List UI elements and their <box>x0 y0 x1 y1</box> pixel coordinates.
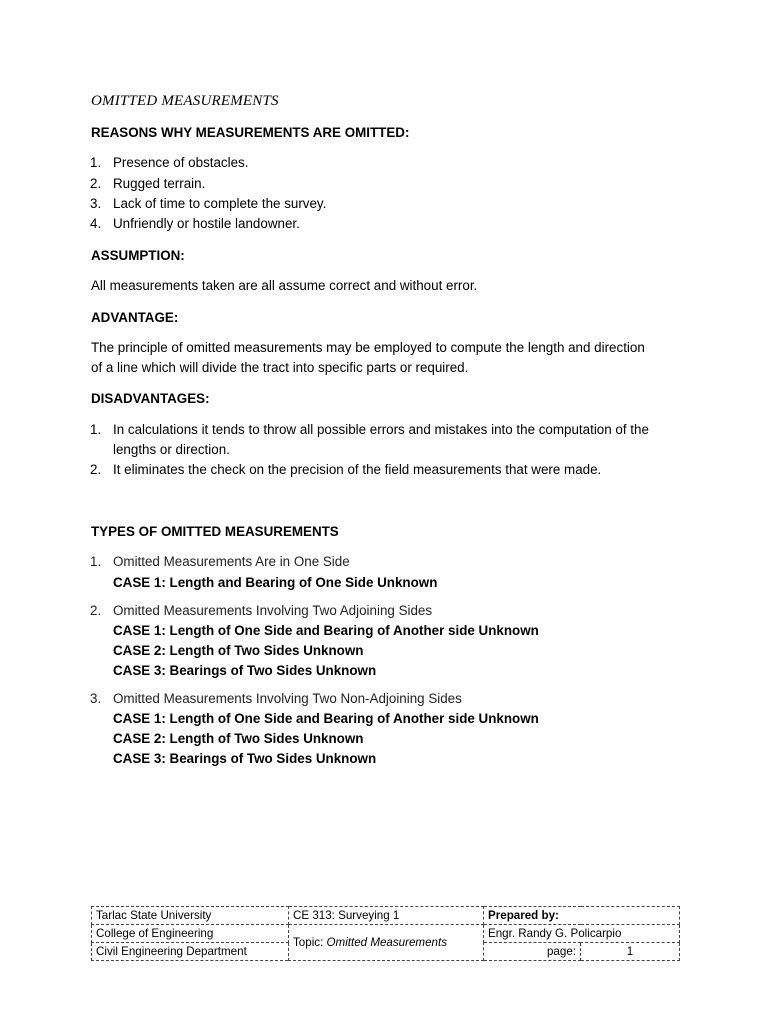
list-item <box>90 176 205 191</box>
footer-topic-value: Omitted Measurements <box>326 936 448 949</box>
list-number: 4. <box>90 216 102 231</box>
list-number: 3. <box>90 691 102 706</box>
list-number: 2. <box>90 603 102 618</box>
footer-university: Tarlac State University <box>92 907 289 925</box>
advantage-text-line: of a line which will divide the tract into specific parts or required. <box>91 360 469 375</box>
case-item: CASE 3: Bearings of Two Sides Unknown <box>113 663 377 678</box>
case-item: CASE 2: Length of Two Sides Unknown <box>113 731 364 746</box>
case-item: CASE 2: Length of Two Sides Unknown <box>113 643 364 658</box>
case-item: CASE 3: Bearings of Two Sides Unknown <box>113 751 377 766</box>
list-number: 1. <box>90 422 102 437</box>
footer-topic-label: Topic: <box>293 936 327 949</box>
list-item <box>90 216 300 231</box>
table-row <box>92 925 680 943</box>
footer-college: College of Engineering <box>92 925 289 943</box>
list-item-text: Rugged terrain. <box>113 176 206 191</box>
document-title: OMITTED MEASUREMENTS <box>91 93 279 109</box>
type-title-text: Omitted Measurements Involving Two Non-Adjoining Sides <box>113 691 462 706</box>
list-item-text: Lack of time to complete the survey. <box>113 196 327 211</box>
list-item-text: In calculations it tends to throw all possible errors and mistakes into the computation of the <box>113 422 649 437</box>
type-title-text: Omitted Measurements Are in One Side <box>113 554 350 569</box>
type-group-title <box>90 603 432 618</box>
type-group-title <box>90 691 462 706</box>
footer-topic <box>289 925 484 961</box>
list-item <box>90 196 326 211</box>
list-item-continuation: lengths or direction. <box>113 442 230 457</box>
footer-course: CE 313: Surveying 1 <box>289 907 484 925</box>
list-item <box>90 462 601 477</box>
advantage-text-line: The principle of omitted measurements may be employed to compute the length and direction <box>91 340 645 355</box>
list-number: 3. <box>90 196 102 211</box>
list-item-text: Unfriendly or hostile landowner. <box>113 216 300 231</box>
list-number: 1. <box>90 155 102 170</box>
list-item-text: Presence of obstacles. <box>113 155 249 170</box>
footer-department: Civil Engineering Department <box>92 943 289 961</box>
table-row <box>92 907 680 925</box>
list-item <box>90 155 248 170</box>
footer-prepared-by: Engr. Randy G. Policarpio <box>484 925 680 943</box>
list-number: 1. <box>90 554 102 569</box>
footer-table <box>91 906 680 961</box>
footer-page-number: 1 <box>581 943 680 961</box>
types-heading: TYPES OF OMITTED MEASUREMENTS <box>91 524 339 539</box>
footer-page-label: page: <box>484 943 581 961</box>
reasons-heading: REASONS WHY MEASUREMENTS ARE OMITTED: <box>91 125 410 140</box>
list-number: 2. <box>90 176 102 191</box>
type-title-text: Omitted Measurements Involving Two Adjoining Sides <box>113 603 433 618</box>
case-item: CASE 1: Length of One Side and Bearing of Another side Unknown <box>113 623 539 638</box>
case-item: CASE 1: Length of One Side and Bearing of Another side Unknown <box>113 711 539 726</box>
advantage-heading: ADVANTAGE: <box>91 310 179 325</box>
list-item <box>90 422 649 437</box>
type-group-title <box>90 554 350 569</box>
list-number: 2. <box>90 462 102 477</box>
footer-prepared-by-label: Prepared by: <box>484 907 680 925</box>
case-item: CASE 1: Length and Bearing of One Side Unknown <box>113 575 438 590</box>
list-item-text: It eliminates the check on the precision of the field measurements that were made. <box>113 462 602 477</box>
assumption-heading: ASSUMPTION: <box>91 248 185 263</box>
disadvantages-heading: DISADVANTAGES: <box>91 391 210 406</box>
assumption-text: All measurements taken are all assume correct and without error. <box>91 278 478 293</box>
